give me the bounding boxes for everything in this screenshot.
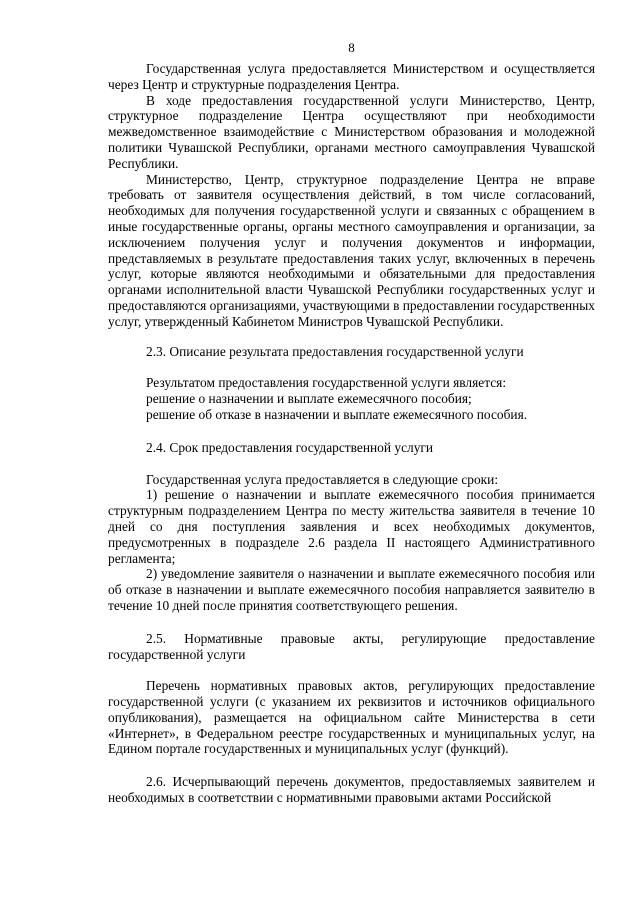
section-2-6-text: 2.6. Исчерпывающий перечень документов, предоставляемых заявителем и необходимых в соответствии с нормативными правовыми актами Российской [108, 774, 595, 806]
section-heading-2-5: 2.5. Нормативные правовые акты, регулирующие предоставление государственной услуги [108, 630, 595, 662]
section-2-3-intro: Результатом предоставления государственной услуги является: [146, 375, 507, 391]
document-body [108, 61, 595, 806]
section-2-3-item-1: решение о назначении и выплате ежемесячного пособия; [146, 391, 472, 407]
page-number: 8 [348, 40, 355, 55]
section-2-5-text: Перечень нормативных правовых актов, регулирующих предоставление государственной услуги (с указанием их реквизитов и источников официального опубликования), размещается на официальном сайте Министерства в сети «Интернет», в Федеральном реестре государственных и муниципальных услуг, на Едином портале государственных и муниципальных услуг (функций). [108, 678, 595, 757]
section-heading-2-4: 2.4. Срок предоставления государственной услуги [146, 439, 434, 455]
section-2-4-item-1: 1) решение о назначении и выплате ежемесячного пособия принимается структурным подразделением Центра по месту жительства заявителя в течение 10 дней со дня поступления заявления и всех необходимых документов, предусмотренных в подразделе 2.6 раздела II настоящего Административного регламента; [108, 487, 595, 566]
section-2-4-item-2: 2) уведомление заявителя о назначении и выплате ежемесячного пособия или об отказе в назначении и выплате ежемесячного пособия направляется заявителю в течение 10 дней после принятия соответствующего решения. [108, 566, 595, 613]
section-2-4-intro: Государственная услуга предоставляется в следующие сроки: [146, 471, 499, 487]
section-2-3-item-2: решение об отказе в назначении и выплате ежемесячного пособия. [146, 406, 528, 422]
section-heading-2-3: 2.3. Описание результата предоставления государственной услуги [146, 343, 524, 359]
paragraph-service-provider: Государственная услуга предоставляется Министерством и осуществляется через Центр и структурные подразделения Центра. [108, 61, 595, 92]
paragraph-interagency-interaction: В ходе предоставления государственной услуги Министерство, Центр, структурное подразделение Центра осуществляют при необходимости межведомственное взаимодействие с Министерством образования и молодежной политики Чувашской Республики, органами местного самоуправления Чувашской Республики. [108, 92, 595, 171]
paragraph-restrictions: Министерство, Центр, структурное подразделение Центра не вправе требовать от заявителя осуществления действий, в том числе согласований, необходимых для получения государственной услуги и связанных с обращением в иные государственные органы, органы местного самоуправления и организации, за исключением получения услуг и получения документов и информации, представляемых в результате предоставления таких услуг, включенных в перечень услуг, которые являются необходимыми и обязательными для предоставления органами исполнительной власти Чувашской Республики государственных услуг и предоставляются организациями, участвующими в предоставлении государственных услуг, утвержденный Кабинетом Министров Чувашской Республики. [108, 171, 595, 329]
